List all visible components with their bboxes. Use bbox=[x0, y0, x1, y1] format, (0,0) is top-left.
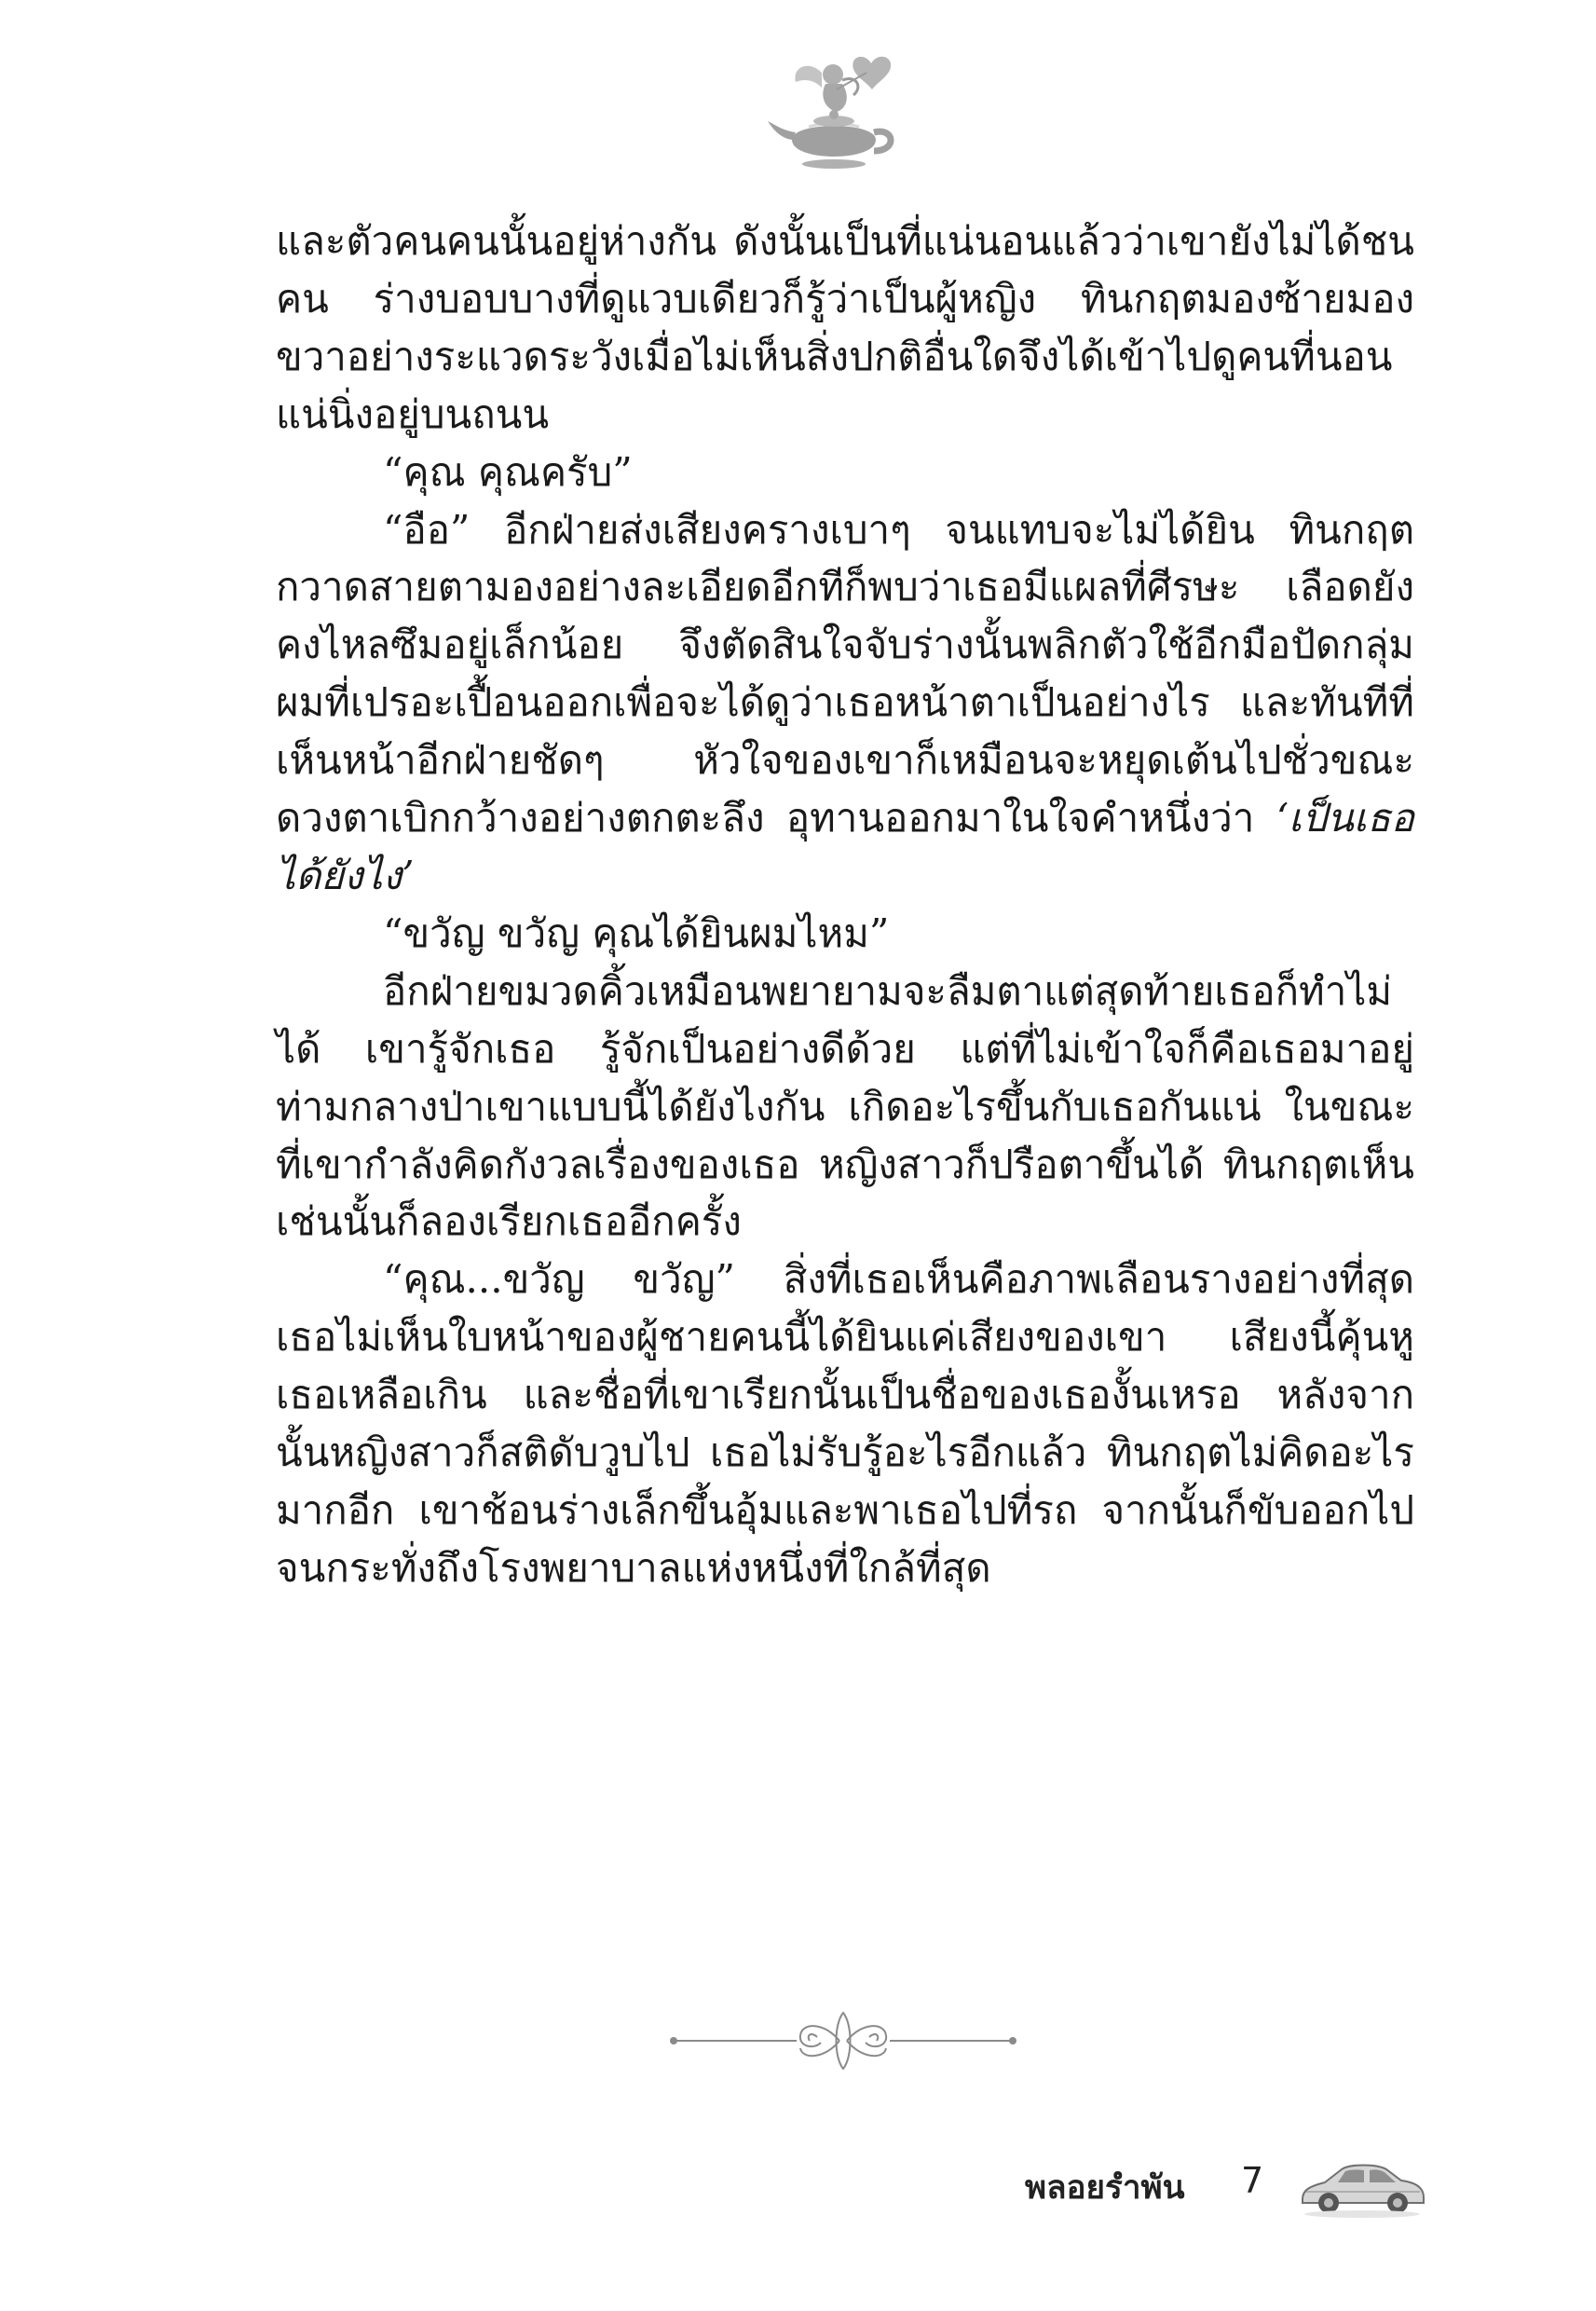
paragraph bbox=[276, 1251, 1414, 1596]
dialogue-paragraph bbox=[276, 905, 1414, 963]
scroll-divider-icon bbox=[666, 2003, 1020, 2078]
cupid-teapot-ornament-icon bbox=[764, 47, 904, 186]
paragraph-text: อีกฝ่ายขมวดคิ้วเหมือนพยายามจะลืมตาแต่สุดท้ายเธอก็ทำไม่ได้ เขารู้จักเธอ รู้จักเป็นอย่างดีด้วย แต่ที่ไม่เข้าใจก็คือเธอมาอยู่ท่ามกลางป่าเขาแบบนี้ได้ยังไงกัน เกิดอะไรขึ้นกับเธอกันแน่ ในขณะที่เขากำลังคิดกังวลเรื่องของเธอ หญิงสาวก็ปรือตาขึ้นได้ ทินกฤตเห็นเช่นนั้นก็ลองเรียกเธออีกครั้ง bbox=[276, 967, 1414, 1245]
dialogue-paragraph bbox=[276, 444, 1414, 501]
body-text bbox=[276, 212, 1414, 1597]
paragraph bbox=[276, 963, 1414, 1251]
inner-thought-text: ‘เป็นเธอได้ยังไง’ bbox=[276, 795, 1414, 898]
car-icon bbox=[1297, 2154, 1427, 2222]
paragraph-text: “คุณ...ขวัญ ขวัญ” สิ่งที่เธอเห็นคือภาพเลือนรางอย่างที่สุด เธอไม่เห็นใบหน้าของผู้ชายคนนี้ได้ยินแค่เสียงของเขา เสียงนี้คุ้นหูเธอเหลือเกิน และชื่อที่เขาเรียกนั้นเป็นชื่อของเธองั้นเหรอ หลังจากนั้นหญิงสาวก็สติดับวูบไป เธอไม่รับรู้อะไรอีกแล้ว ทินกฤตไม่คิดอะไรมากอีก เขาช้อนร่างเล็กขึ้นอุ้มและพาเธอไปที่รถ จากนั้นก็ขับออกไปจนกระทั่งถึงโรงพยาบาลแห่งหนึ่งที่ใกล้ที่สุด bbox=[276, 1256, 1414, 1591]
running-title: พลอยรำพัน bbox=[1025, 2169, 1185, 2207]
paragraph-text: “ขวัญ ขวัญ คุณได้ยินผมไหม” bbox=[383, 909, 890, 956]
paragraph-text: และตัวคนคนนั้นอยู่ห่างกัน ดังนั้นเป็นที่แน่นอนแล้วว่าเขายังไม่ได้ชนคน ร่างบอบบางที่ดูแวบเดียวก็รู้ว่าเป็นผู้หญิง ทินกฤตมองซ้ายมองขวาอย่างระแวดระวังเมื่อไม่เห็นสิ่งปกติอื่นใดจึงได้เข้าไปดูคนที่นอนแน่นิ่งอยู่บนถนน bbox=[276, 218, 1414, 437]
paragraph-text: “อือ” อีกฝ่ายส่งเสียงครางเบาๆ จนแทบจะไม่ได้ยิน ทินกฤตกวาดสายตามองอย่างละเอียดอีกทีก็พบว่าเธอมีแผลที่ศีรษะ เลือดยังคงไหลซึมอยู่เล็กน้อย จึงตัดสินใจจับร่างนั้นพลิกตัวใช้อีกมือปัดกลุ่มผมที่เปรอะเปื้อนออกเพื่อจะได้ดูว่าเธอหน้าตาเป็นอย่างไร และทันทีที่เห็นหน้าอีกฝ่ายชัดๆ หัวใจของเขาก็เหมือนจะหยุดเต้นไปชั่วขณะดวงตาเบิกกว้างอย่างตกตะลึง อุทานออกมาในใจคำหนึ่งว่า bbox=[276, 506, 1414, 841]
page-footer bbox=[1025, 2154, 1435, 2229]
paragraph-text: “คุณ คุณครับ” bbox=[383, 448, 633, 495]
paragraph bbox=[276, 501, 1414, 905]
paragraph bbox=[276, 212, 1414, 444]
page-number: 7 bbox=[1241, 2160, 1264, 2201]
